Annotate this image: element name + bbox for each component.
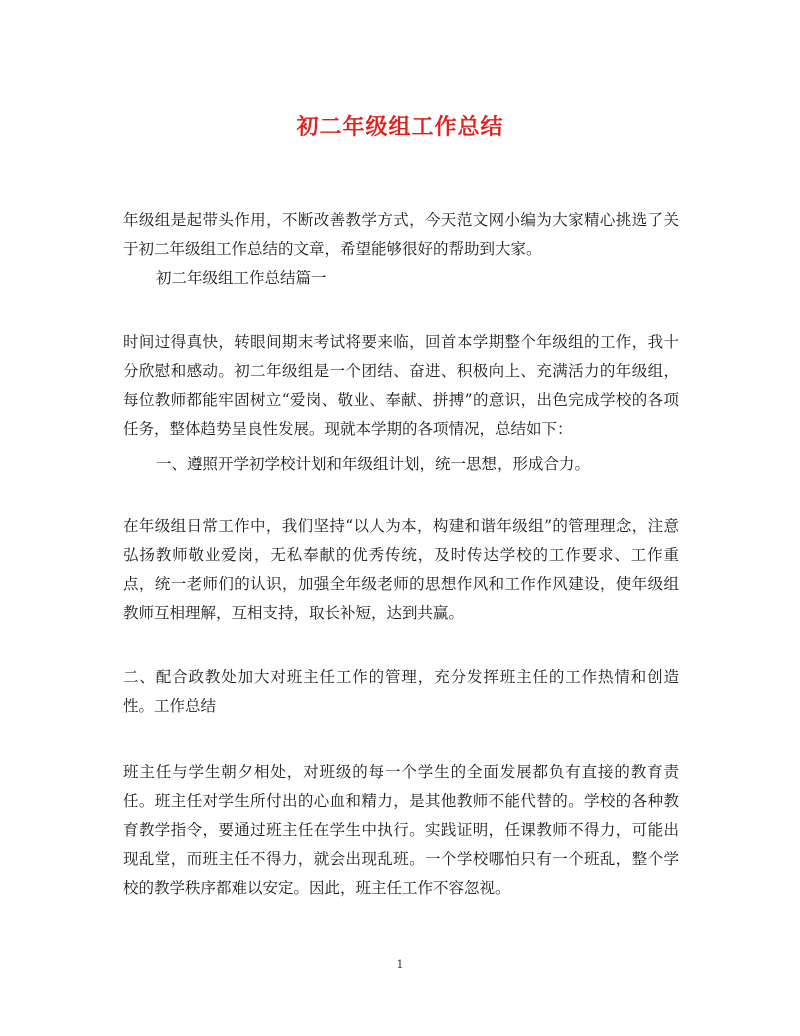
section-heading-part-one: 初二年级组工作总结篇一 bbox=[156, 269, 327, 287]
section-heading-one: 一、遵照开学初学校计划和年级组计划，统一思想，形成合力。 bbox=[156, 455, 591, 473]
intro-paragraph: 年级组是起带头作用，不断改善教学方式，今天范文网小编为大家精心挑选了关于初二年级组工作总结的文章，希望能够很好的帮助到大家。 bbox=[123, 211, 679, 258]
body-paragraph-class-teacher: 班主任与学生朝夕相处，对班级的每一个学生的全面发展都负有直接的教育责任。班主任对学生所付出的心血和精力，是其他教师不能代替的。学校的各种教育教学指令，要通过班主任在学生中执行。实践证明，任课教师不得力，可能出现乱堂，而班主任不得力，就会出现乱班。一个学校哪怕只有一个班乱，整个学校的教学秩序都难以安定。因此，班主任工作不容忽视。 bbox=[123, 763, 679, 897]
body-paragraph-daily-work: 在年级组日常工作中，我们坚持“以人为本，构建和谐年级组”的管理理念，注意弘扬教师敬业爱岗，无私奉献的优秀传统，及时传达学校的工作要求、工作重点，统一老师们的认识，加强全年级老师的思想作风和工作作风建设，使年级组教师互相理解，互相支持，取长补短，达到共赢。 bbox=[123, 517, 679, 622]
page-number: 1 bbox=[396, 958, 404, 971]
document-title: 初二年级组工作总结 bbox=[296, 114, 504, 140]
section-heading-two: 二、配合政教处加大对班主任工作的管理，充分发挥班主任的工作热情和创造性。工作总结 bbox=[123, 668, 679, 715]
body-paragraph-summary: 时间过得真快，转眼间期末考试将要来临，回首本学期整个年级组的工作，我十分欣慰和感动。初二年级组是一个团结、奋进、积极向上、充满活力的年级组，每位教师都能牢固树立“爱岗、敬业、奉献、拼搏”的意识，出色完成学校的各项任务，整体趋势呈良性发展。现就本学期的各项情况，总结如下： bbox=[123, 333, 679, 438]
